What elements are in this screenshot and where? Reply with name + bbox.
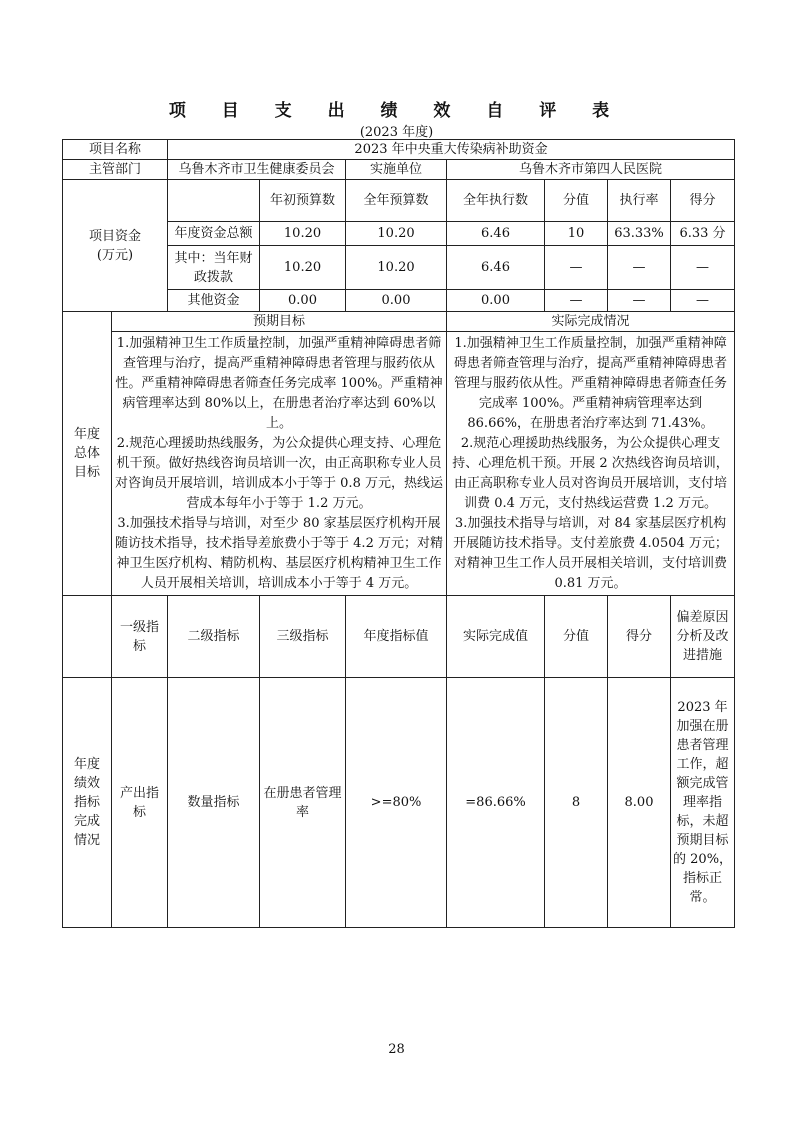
funds-row-label: 其他资金 — [168, 290, 260, 312]
funds-cell: — — [608, 290, 671, 312]
funds-cell: 0.00 — [260, 290, 346, 312]
result-paragraph: 2.规范心理援助热线服务，为公众提供心理支持、心理危机干预。开展 2 次热线咨询员培训，由正高职称专业人员对咨询员开展培训，支付培训费 0.4 万元，支付热线运营费 1.2 万元。 — [452, 435, 729, 511]
indicator-header-cell: 分值 — [545, 596, 608, 678]
funds-header-blank — [168, 180, 260, 222]
indicator-level2: 数量指标 — [168, 678, 260, 928]
indicator-header-cell: 偏差原因分析及改进措施 — [671, 596, 735, 678]
funds-label: 项目资金 (万元) — [63, 180, 168, 312]
funds-row-label: 年度资金总额 — [168, 222, 260, 246]
indicator-header-cell: 得分 — [608, 596, 671, 678]
actual-results-header: 实际完成情况 — [447, 312, 735, 332]
dept-value: 乌鲁木齐市卫生健康委员会 — [168, 160, 346, 180]
unit-label: 实施单位 — [346, 160, 447, 180]
indicator-target: >=80% — [346, 678, 447, 928]
funds-cell: — — [608, 246, 671, 290]
page-subtitle: (2023 年度) — [359, 125, 434, 140]
indicator-header-cell: 年度指标值 — [346, 596, 447, 678]
result-paragraph: 3.加强技术指导与培训，对 84 家基层医疗机构开展随访技术指导。支付差旅费 4.0504 万元；对精神卫生工作人员开展相关培训，支付培训费 0.81 万元。 — [453, 515, 728, 591]
funds-cell: 10.20 — [346, 246, 447, 290]
funds-cell: 10.20 — [346, 222, 447, 246]
funds-cell: 6.33 分 — [671, 222, 735, 246]
indicator-score-value: 8 — [545, 678, 608, 928]
funds-header-cell: 分值 — [545, 180, 608, 222]
funds-cell: — — [671, 246, 735, 290]
indicator-score: 8.00 — [608, 678, 671, 928]
expected-goals-text — [112, 332, 447, 596]
funds-cell: — — [671, 290, 735, 312]
funds-cell: 10.20 — [260, 222, 346, 246]
goal-paragraph: 3.加强技术指导与培训，对至少 80 家基层医疗机构开展随访技术指导，技术指导差旅费小于等于 4.2 万元；对精神卫生医疗机构、精防机构、基层医疗机构精神卫生工作人员开展相关培训，培训成本小于等于 4 万元。 — [115, 515, 443, 591]
goal-paragraph: 2.规范心理援助热线服务，为公众提供心理支持、心理危机干预。做好热线咨询员培训一次，由正高职称专业人员对咨询员开展培训，培训成本小于等于 0.8 万元，热线运营成本每年小于等于 1.2 万元。 — [115, 435, 443, 511]
goals-label: 年度 总体 目标 — [63, 312, 112, 596]
project-name-value: 2023 年中央重大传染病补助资金 — [168, 140, 735, 160]
funds-cell: 6.46 — [447, 246, 545, 290]
result-paragraph: 1.加强精神卫生工作质量控制，加强严重精神障碍患者筛查管理与治疗，提高严重精神障碍患者管理与服药依从性。严重精神障碍患者筛查任务完成率 100%。严重精神病管理率达到 86.66%，在册患者治疗率达到 71.43%。 — [454, 335, 728, 431]
funds-header-cell: 全年预算数 — [346, 180, 447, 222]
funds-row-label: 其中：当年财政拨款 — [168, 246, 260, 290]
indicator-actual: =86.66% — [447, 678, 545, 928]
expected-goals-header: 预期目标 — [112, 312, 447, 332]
unit-value: 乌鲁木齐市第四人民医院 — [447, 160, 735, 180]
funds-cell: 63.33% — [608, 222, 671, 246]
indicator-header-cell: 二级指标 — [168, 596, 260, 678]
page-number: 28 — [388, 1042, 405, 1057]
funds-cell: 10 — [545, 222, 608, 246]
funds-cell: — — [545, 246, 608, 290]
actual-results-text — [447, 332, 735, 596]
funds-cell: 10.20 — [260, 246, 346, 290]
funds-cell: — — [545, 290, 608, 312]
dept-label: 主管部门 — [63, 160, 168, 180]
indicator-header-cell: 一级指标 — [112, 596, 168, 678]
indicator-header-blank — [63, 596, 112, 678]
funds-header-cell: 得分 — [671, 180, 735, 222]
indicator-header-cell: 实际完成值 — [447, 596, 545, 678]
funds-header-cell: 全年执行数 — [447, 180, 545, 222]
page-title: 项 目 支 出 绩 效 自 评 表 — [168, 101, 625, 121]
table-row — [63, 678, 735, 928]
funds-cell: 0.00 — [346, 290, 447, 312]
indicator-level1: 产出指标 — [112, 678, 168, 928]
indicator-level3: 在册患者管理率 — [260, 678, 346, 928]
indicator-deviation: 2023 年加强在册患者管理工作，超额完成管理率指标，未超预期目标的 20%，指标正常。 — [671, 678, 735, 928]
funds-cell: 0.00 — [447, 290, 545, 312]
indicators-section-label: 年度 绩效 指标 完成 情况 — [63, 678, 112, 928]
indicator-header-cell: 三级指标 — [260, 596, 346, 678]
funds-header-cell: 执行率 — [608, 180, 671, 222]
funds-header-cell: 年初预算数 — [260, 180, 346, 222]
goal-paragraph: 1.加强精神卫生工作质量控制，加强严重精神障碍患者筛查管理与治疗，提高严重精神障碍患者管理与服药依从性。严重精神障碍患者筛查任务完成率 100%。严重精神病管理率达到 80%以上，在册患者治疗率达到 60%以上。 — [115, 335, 443, 431]
funds-cell: 6.46 — [447, 222, 545, 246]
project-name-label: 项目名称 — [63, 140, 168, 160]
self-evaluation-table — [62, 139, 735, 928]
